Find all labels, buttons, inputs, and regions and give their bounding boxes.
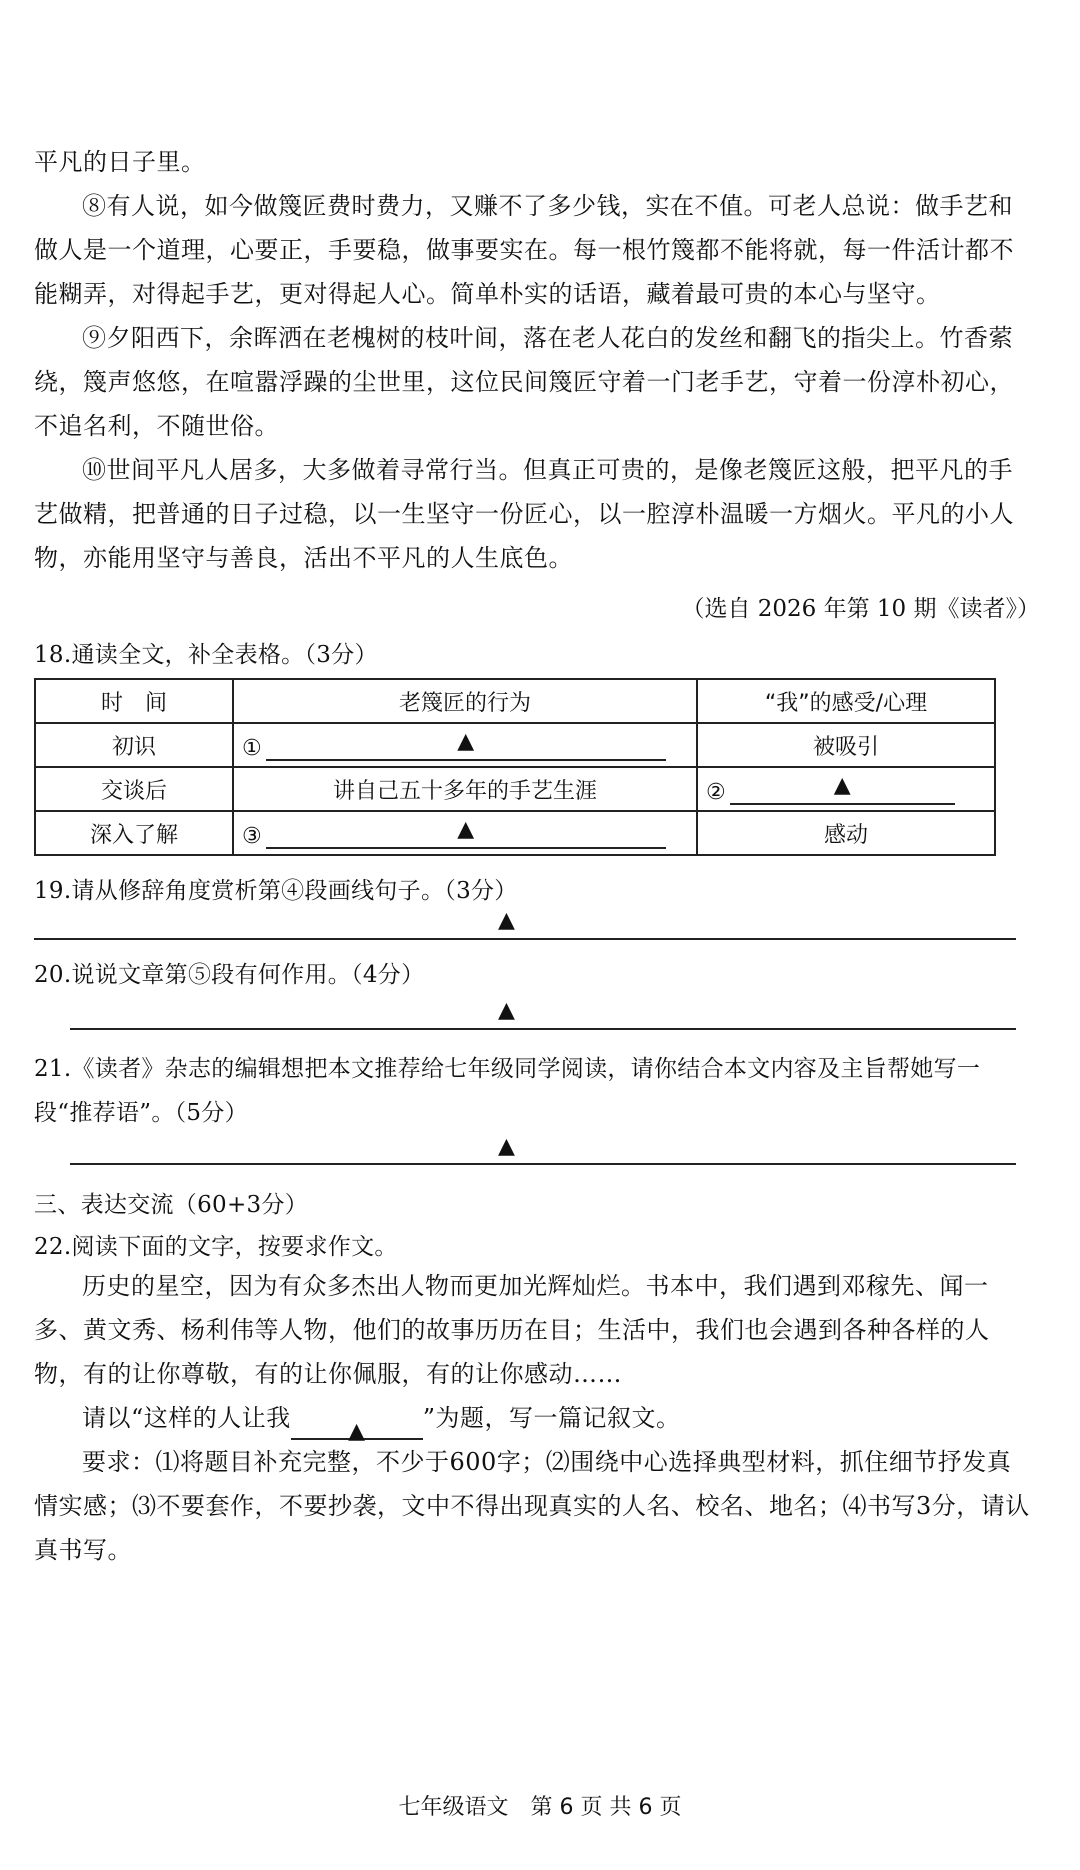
passage-paragraph-9: ⑨夕阳西下，余晖洒在老槐树的枝叶间，落在老人花白的发丝和翻飞的指尖上。竹香萦绕，篾声悠悠，在喧嚣浮躁的尘世里，这位民间篾匠守着一门老手艺，守着一份淳朴初心，不追名利，不随世俗。 [34, 324, 1014, 440]
blank-number: ③ [242, 824, 262, 849]
answer-blank-2[interactable] [730, 773, 955, 805]
table-row [35, 723, 995, 767]
answer-marker-icon: ▲ [348, 1419, 366, 1444]
table-cell-action [233, 723, 697, 767]
passage-line: 平凡的日子里。 [34, 148, 206, 176]
table-header-feeling: “我”的感受/心理 [697, 679, 995, 723]
table-cell-feeling: 感动 [697, 811, 995, 855]
answer-marker-icon: ▲ [457, 817, 475, 842]
question-18-label: 18.通读全文，补全表格。（3分） [34, 642, 378, 668]
answer-blank-3[interactable] [266, 817, 666, 849]
question-21-label-line2: 段“推荐语”。（5分） [34, 1100, 248, 1126]
passage-source: （选自 2026 年第 10 期《读者》） [681, 596, 1040, 622]
section-3-heading: 三、表达交流（60+3分） [34, 1192, 309, 1218]
answer-marker-icon: ▲ [498, 998, 515, 1023]
question-22-prompt [34, 1396, 1034, 1444]
table-cell-feeling [697, 767, 995, 811]
question-19-label: 19.请从修辞角度赏析第④段画线句子。（3分） [34, 878, 518, 904]
table-cell-feeling: 被吸引 [697, 723, 995, 767]
passage-paragraph-10: ⑩世间平凡人居多，大多做着寻常行当。但真正可贵的，是像老篾匠这般，把平凡的手艺做精，把普通的日子过稳，以一生坚守一份匠心，以一腔淳朴温暖一方烟火。平凡的小人物，亦能用坚守与善良，活出不平凡的人生底色。 [34, 456, 1014, 572]
passage-paragraph-8: ⑧有人说，如今做篾匠费时费力，又赚不了多少钱，实在不值。可老人总说：做手艺和做人是一个道理，心要正，手要稳，做事要实在。每一根竹篾都不能将就，每一件活计都不能糊弄，对得起手艺，更对得起人心。简单朴实的话语，藏着最可贵的本心与坚守。 [34, 192, 1014, 308]
answer-marker-icon: ▲ [498, 908, 515, 933]
prompt-text-before: 请以“这样的人让我 [82, 1404, 291, 1432]
blank-number: ② [706, 780, 726, 805]
answer-line-19[interactable] [34, 938, 1016, 940]
question-20-label: 20.说说文章第⑤段有何作用。（4分） [34, 962, 425, 988]
table-cell-time: 深入了解 [35, 811, 233, 855]
prompt-text-after: ”为题，写一篇记叙文。 [422, 1404, 681, 1432]
table-cell-time: 交谈后 [35, 767, 233, 811]
answer-marker-icon: ▲ [457, 729, 475, 754]
answer-line-20[interactable] [70, 1028, 1016, 1030]
table-cell-action [233, 811, 697, 855]
answer-blank-1[interactable] [266, 729, 666, 761]
table-row [35, 811, 995, 855]
question-21-label-line1: 21.《读者》杂志的编辑想把本文推荐给七年级同学阅读，请你结合本文内容及主旨帮她写一 [34, 1056, 981, 1082]
answer-line-21[interactable] [70, 1163, 1016, 1165]
table-cell-time: 初识 [35, 723, 233, 767]
page-footer: 七年级语文 第 6 页 共 6 页 [398, 1795, 682, 1820]
answer-marker-icon: ▲ [833, 773, 851, 798]
blank-number: ① [242, 736, 262, 761]
table-row [35, 767, 995, 811]
table-header-action: 老篾匠的行为 [233, 679, 697, 723]
answer-marker-icon: ▲ [498, 1134, 515, 1159]
table-header-time: 时 间 [35, 679, 233, 723]
question-22-label: 22.阅读下面的文字，按要求作文。 [34, 1234, 398, 1260]
question-18-table [34, 678, 996, 856]
title-blank[interactable] [291, 1410, 423, 1444]
table-header-row [35, 679, 995, 723]
question-22-requirements: 要求：⑴将题目补充完整，不少于600字；⑵围绕中心选择典型材料，抓住细节抒发真情实感；⑶不要套作，不要抄袭，文中不得出现真实的人名、校名、地名；⑷书写3分，请认真书写。 [34, 1448, 1030, 1564]
question-22-intro: 历史的星空，因为有众多杰出人物而更加光辉灿烂。书本中，我们遇到邓稼先、闻一多、黄文秀、杨利伟等人物，他们的故事历历在目；生活中，我们也会遇到各种各样的人物，有的让你尊敬，有的让你佩服，有的让你感动…… [34, 1272, 990, 1388]
table-cell-action: 讲自己五十多年的手艺生涯 [233, 767, 697, 811]
